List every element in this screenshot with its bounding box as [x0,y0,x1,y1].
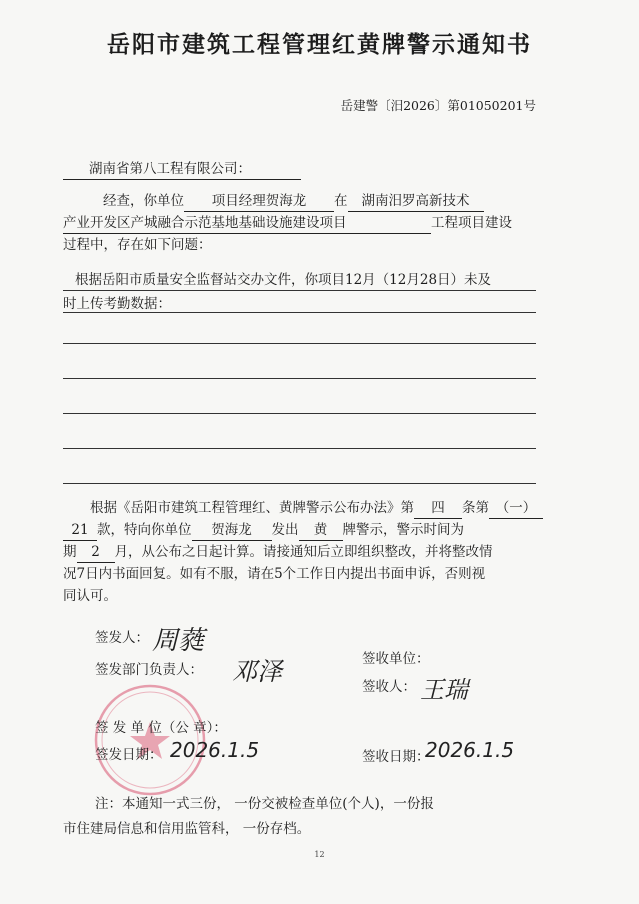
note-line-2: 市住建局信息和信用监管科， 一份存档。 [63,821,311,837]
basis-text-2: 条第 [462,500,489,516]
basis-target: 贺海龙 [192,521,272,541]
receiver-signature: 王瑞 [420,676,468,704]
basis-line-3 [63,541,493,563]
check-line-2 [63,212,512,234]
check-line-1 [103,190,484,212]
issuing-unit-label: 签 发 单 位（公 章）： [95,720,227,736]
basis-line-5: 同认可。 [63,588,117,604]
basis-line-1 [90,497,543,519]
issue-line-2: 时上传考勤数据： [63,296,171,312]
issuer-signature: 周蕤 [152,626,205,656]
rule-2 [63,312,536,313]
recipient: 湖南省第八工程有限公司： [63,160,301,180]
basis-text-3: 款，特向你单位 [97,522,192,538]
dept-head-signature: 邓泽 [232,657,283,686]
receiving-unit-label: 签收单位： [362,651,430,667]
rule-4 [63,378,536,379]
receive-date: 2026.1.5 [425,738,515,762]
receiver-label: 签收人： [362,679,416,695]
basis-text-6: 期 [63,544,77,560]
basis-months: 2 [77,543,115,563]
rule-5 [63,413,536,414]
check-prefix: 经查，你单位 [103,193,184,209]
note-line-1: 注：本通知一式三份， 一份交被检查单位(个人)，一份报 [95,796,434,812]
check-suffix: 工程项目建设 [431,215,512,231]
issue-line-1: 根据岳阳市质量安全监督站交办文件，你项目12月（12月28日）未及 [75,272,492,288]
basis-article: 四 [414,499,462,519]
recipient-line [63,158,301,180]
check-line-3: 过程中，存在如下问题： [63,237,212,253]
basis-item: （一） [489,499,543,519]
basis-text-1: 根据《岳阳市建筑工程管理红、黄牌警示公布办法》第 [90,500,414,516]
rule-7 [63,483,536,484]
receive-date-label: 签收日期： [362,749,430,765]
basis-text-4: 发出 [271,522,299,538]
dept-head-label: 签发部门负责人： [95,662,203,678]
rule-3 [63,343,536,344]
rule-6 [63,448,536,449]
issue-date-label: 签发日期： [95,747,163,763]
document-number: 岳建警〔汨2026〕第01050201号 [340,98,536,113]
check-project-2: 产业开发区产城融合示范基地基础设施建设项目 [63,214,431,234]
document-title: 岳阳市建筑工程管理红黄牌警示通知书 [107,32,532,58]
basis-text-5: 牌警示，警示时间为 [342,522,464,538]
basis-clause: 21 [63,521,97,541]
basis-card: 黄 [299,521,343,541]
check-at: 在 [334,193,348,209]
basis-line-2 [63,519,464,541]
issuer-label: 签发人： [95,630,149,646]
rule-1 [63,290,536,291]
check-person: 项目经理贺海龙 [184,192,334,212]
basis-text-7: 月，从公布之日起计算。请接通知后立即组织整改，并将整改情 [114,544,493,560]
page-number: 12 [314,850,325,859]
issue-date: 2026.1.5 [170,738,260,762]
check-project-1: 湖南汨罗高新技术 [348,192,484,212]
basis-line-4: 况7日内书面回复。如有不服，请在5个工作日内提出书面申诉，否则视 [63,566,486,582]
